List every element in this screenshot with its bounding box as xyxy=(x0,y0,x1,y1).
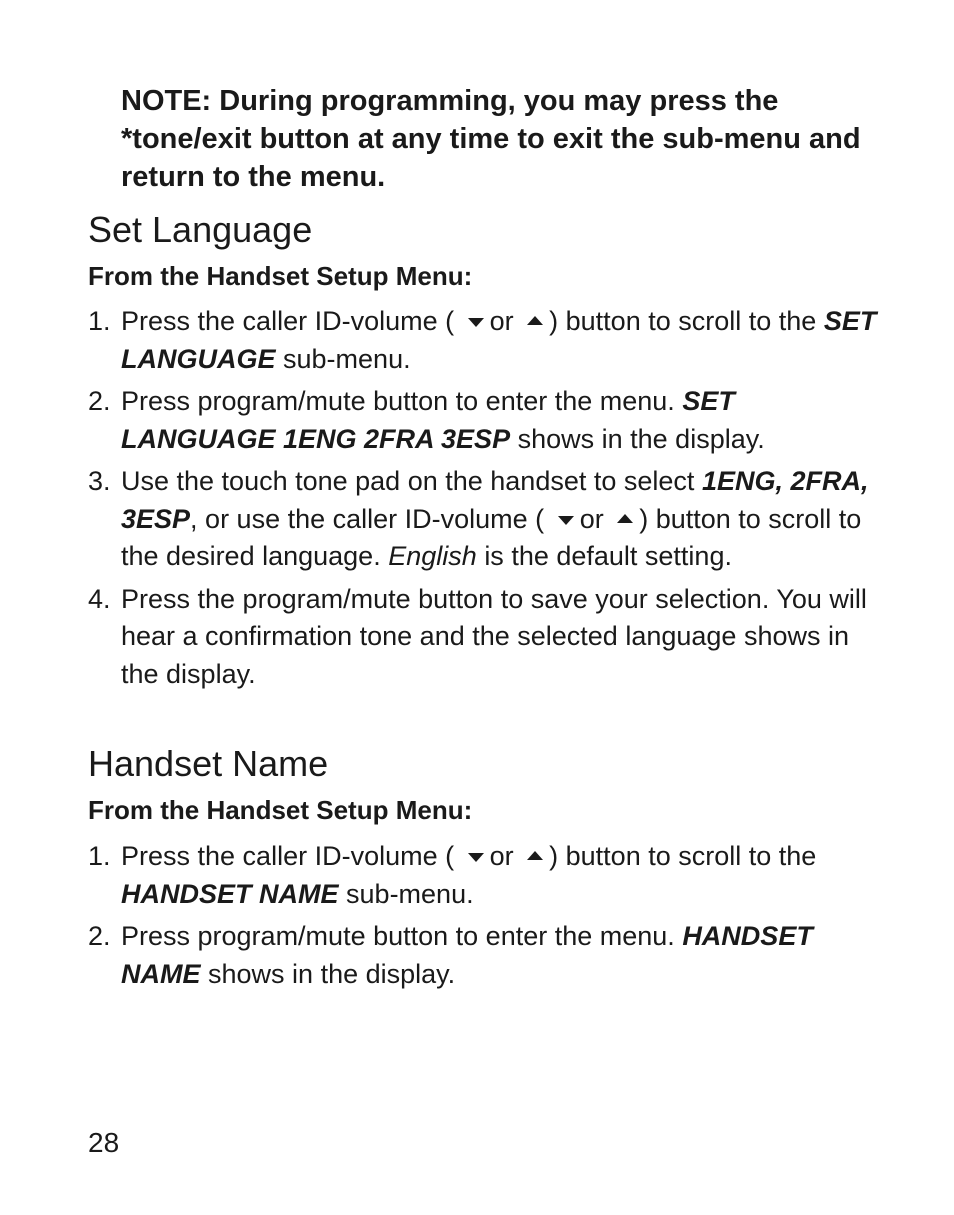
step-text: Press the caller ID-volume ( xyxy=(121,306,455,336)
step-text: , or use the caller ID-volume ( xyxy=(190,503,545,534)
step-set-language-3 xyxy=(88,463,878,576)
up-arrow-icon xyxy=(527,851,543,860)
step-number: 1. xyxy=(88,306,111,336)
programming-note: NOTE: During programming, you may press the *tone/exit button at any time to exit the sub-menu and return to the menu. xyxy=(121,85,861,193)
step-text: ) button to scroll to the xyxy=(549,306,817,336)
step-number: 2. xyxy=(88,921,111,951)
steps-set-language xyxy=(88,303,878,698)
language-options: 1ENG, 2FRA, 3ESP xyxy=(121,466,869,534)
step-text: Press program/mute button to enter the menu. xyxy=(121,921,675,951)
step-text: Press program/mute button to enter the menu. xyxy=(121,386,675,416)
step-text: Press the program/mute button to save your selection. You will hear a confirmation tone and the selected language shows in the display. xyxy=(121,583,867,689)
step-set-language-4 xyxy=(88,581,878,694)
step-text: or xyxy=(489,841,514,871)
step-text: is the default setting. xyxy=(484,541,732,571)
step-text: ) button to scroll to the xyxy=(549,841,817,871)
steps-handset-name xyxy=(88,838,878,998)
step-text: ) button to scroll to the desired language. xyxy=(121,503,862,571)
down-arrow-icon xyxy=(468,853,484,862)
up-arrow-icon xyxy=(527,316,543,325)
step-handset-name-1 xyxy=(88,838,878,913)
subhead-set-language: From the Handset Setup Menu: xyxy=(88,261,473,291)
submenu-name: SET LANGUAGE xyxy=(121,306,877,374)
down-arrow-icon xyxy=(558,516,574,525)
section-title-set-language: Set Language xyxy=(88,209,313,250)
step-text: or xyxy=(579,503,604,534)
step-handset-name-2 xyxy=(88,918,878,993)
step-number: 1. xyxy=(88,841,111,871)
default-language: English xyxy=(388,541,477,571)
step-set-language-2 xyxy=(88,383,878,458)
step-text: sub-menu. xyxy=(346,878,474,909)
subhead-handset-name: From the Handset Setup Menu: xyxy=(88,795,473,825)
step-text: Press the caller ID-volume ( xyxy=(121,841,455,871)
step-number: 3. xyxy=(88,466,111,496)
step-text: shows in the display. xyxy=(517,423,765,454)
step-number: 2. xyxy=(88,386,111,416)
step-text: or xyxy=(489,306,514,336)
display-text: HANDSET NAME xyxy=(121,921,813,989)
up-arrow-icon xyxy=(617,514,633,523)
step-text: sub-menu. xyxy=(283,343,411,374)
step-text: shows in the display. xyxy=(208,958,456,989)
step-number: 4. xyxy=(88,583,111,614)
step-text: Use the touch tone pad on the handset to select xyxy=(121,466,695,496)
step-set-language-1 xyxy=(88,303,878,378)
down-arrow-icon xyxy=(468,318,484,327)
section-title-handset-name: Handset Name xyxy=(88,743,329,784)
submenu-name: HANDSET NAME xyxy=(121,878,339,909)
page-number: 28 xyxy=(88,1127,120,1158)
display-text: SET LANGUAGE 1ENG 2FRA 3ESP xyxy=(121,386,735,454)
